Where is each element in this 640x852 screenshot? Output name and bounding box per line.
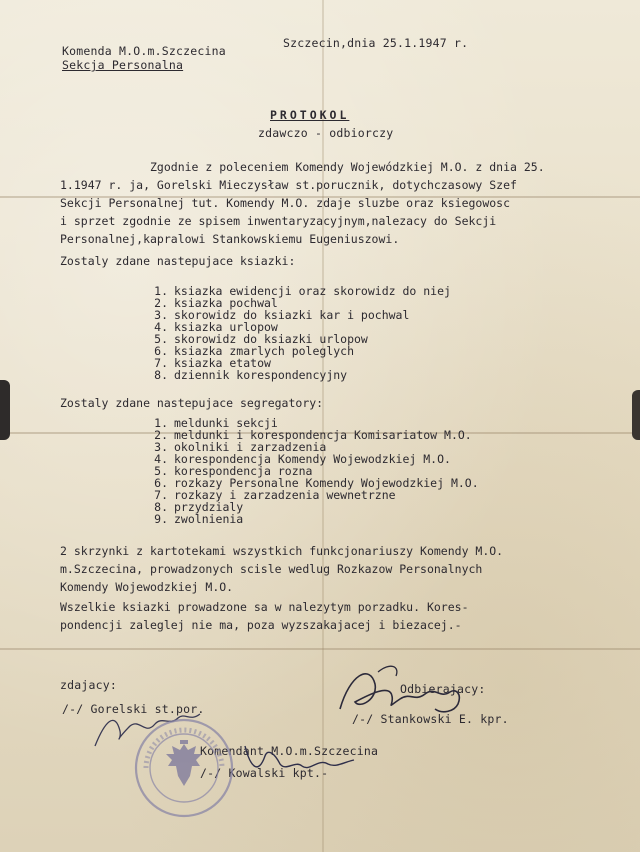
fold-line xyxy=(0,648,640,650)
list-item: 3. skorowidz do ksiazki kar i pochwal xyxy=(154,308,410,322)
intro-line: Sekcji Personalnej tut. Komendy M.O. zdaje sluzbe oraz ksiegowosc xyxy=(60,196,511,210)
list-item: 1. meldunki sekcji xyxy=(154,416,278,430)
list-item: 9. zwolnienia xyxy=(154,512,244,526)
office-line-1: Komenda M.O.m.Szczecina xyxy=(62,44,226,58)
list-item: 3. okolniki i zarzadzenia xyxy=(154,440,327,454)
closing-line: Komendy Wojewodzkiej M.O. xyxy=(60,580,234,594)
list-item: 7. ksiazka etatow xyxy=(154,356,271,370)
intro-line: i sprzet zgodnie ze spisem inwentaryzacyjnym,nalezacy do Sekcji xyxy=(60,214,497,228)
list-item: 5. korespondencja rozna xyxy=(154,464,313,478)
commander-signature xyxy=(240,736,360,786)
place-date: Szczecin,dnia 25.1.1947 r. xyxy=(283,36,469,50)
list-item: 2. meldunki i korespondencja Komisariatow M.O. xyxy=(154,428,472,442)
list-item: 1. ksiazka ewidencji oraz skorowidz do niej xyxy=(154,284,451,298)
giver-name: /-/ Gorelski st.por. xyxy=(62,702,205,716)
closing-line: pondencji zaleglej nie ma, poza wyzszakajacej i biezacej.- xyxy=(60,618,462,632)
document-subtitle: zdawczo - odbiorczy xyxy=(258,126,394,140)
commander-title: Komendant M.O.m.Szczecina xyxy=(200,744,379,758)
list-item: 8. dziennik korespondencyjny xyxy=(154,368,348,382)
receiver-signature xyxy=(330,654,470,724)
list-item: 6. rozkazy Personalne Komendy Wojewodzkiej M.O. xyxy=(154,476,479,490)
official-seal xyxy=(132,716,236,820)
commander-name: /-/ Kowalski kpt.- xyxy=(200,766,329,780)
list-item: 4. ksiazka urlopow xyxy=(154,320,278,334)
giver-label: zdajacy: xyxy=(60,678,117,692)
receiver-label: Odbierajacy: xyxy=(400,682,486,696)
document-title: PROTOKOL xyxy=(270,108,350,122)
closing-line: Wszelkie ksiazki prowadzone sa w nalezytym porzadku. Kores- xyxy=(60,600,469,614)
closing-line: 2 skrzynki z kartotekami wszystkich funkcjonariuszy Komendy M.O. xyxy=(60,544,504,558)
list-item: 8. przydzialy xyxy=(154,500,244,514)
paper-tear xyxy=(632,390,640,440)
books-heading: Zostaly zdane nastepujace ksiazki: xyxy=(60,254,296,268)
intro-line: Personalnej,kapralowi Stankowskiemu Eugeniuszowi. xyxy=(60,232,400,246)
closing-line: m.Szczecina, prowadzonych scisle wedlug Rozkazow Personalnych xyxy=(60,562,483,576)
office-line-2: Sekcja Personalna xyxy=(62,58,184,72)
list-item: 2. ksiazka pochwal xyxy=(154,296,278,310)
list-item: 5. skorowidz do ksiazki urlopow xyxy=(154,332,368,346)
paper-tear xyxy=(0,380,10,440)
intro-line: Zgodnie z poleceniem Komendy Wojewódzkiej M.O. z dnia 25. xyxy=(150,160,545,174)
list-item: 7. rozkazy i zarzadzenia wewnetrzne xyxy=(154,488,396,502)
receiver-name: /-/ Stankowski E. kpr. xyxy=(352,712,509,726)
list-item: 6. ksiazka zmarlych poleglych xyxy=(154,344,355,358)
list-item: 4. korespondencja Komendy Wojewodzkiej M.O. xyxy=(154,452,451,466)
intro-line: 1.1947 r. ja, Gorelski Mieczysław st.porucznik, dotychczasowy Szef xyxy=(60,178,517,192)
registers-heading: Zostaly zdane nastepujace segregatory: xyxy=(60,396,324,410)
